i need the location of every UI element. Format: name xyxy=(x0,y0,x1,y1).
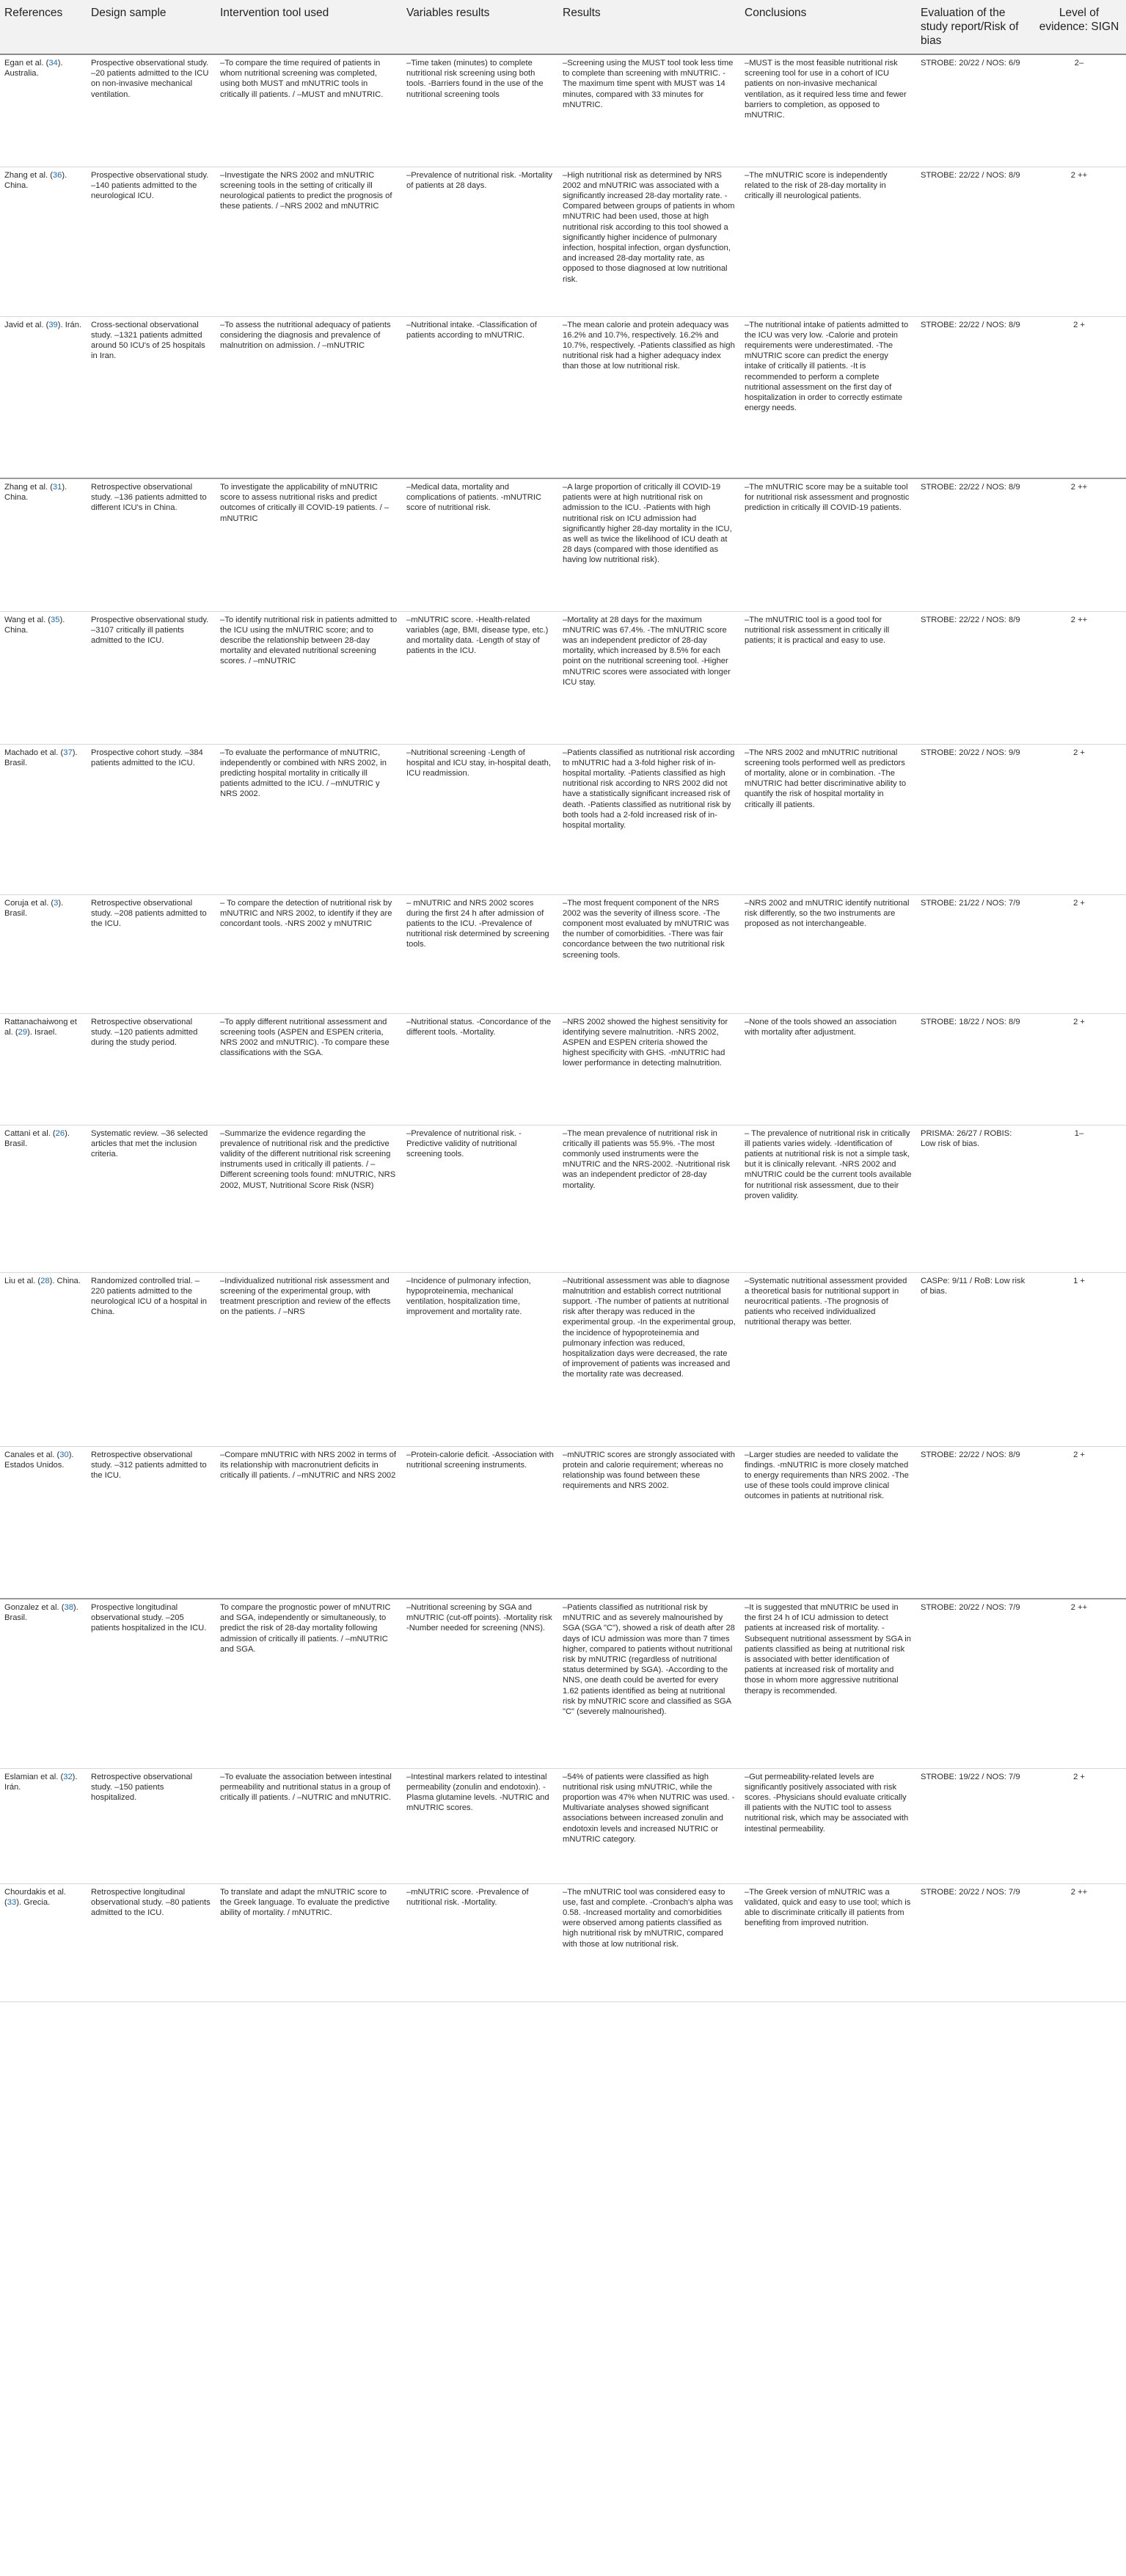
variables-cell: –Protein-calorie deficit. -Association with nutritional screening instruments. xyxy=(402,1446,558,1599)
variables-cell: –Time taken (minutes) to complete nutritional risk screening using both tools. -Barriers found in the use of the nutritional screening tools xyxy=(402,54,558,167)
reference-citation-link[interactable]: 34 xyxy=(48,59,58,67)
tool-cell: To translate and adapt the mNUTRIC score to the Greek language. To evaluate the predictive ability of mortality. / mNUTRIC. xyxy=(216,1883,402,2002)
reference-citation-link[interactable]: 38 xyxy=(64,1603,73,1612)
variables-cell: –mNUTRIC score. -Prevalence of nutritional risk. -Mortality. xyxy=(402,1883,558,2002)
level-cell: 2 ++ xyxy=(1032,1883,1126,2002)
conclusions-cell: –Gut permeability-related levels are significantly positively associated with risk scores. -Physicians should evaluate critically ill patients with the NUTIC tool to assess nutritional risk, which may be associated with intestinal permeability. xyxy=(740,1768,916,1883)
design-cell: Systematic review. –36 selected articles that met the inclusion criteria. xyxy=(87,1125,216,1272)
reference-author: Coruja et al. ( xyxy=(4,898,54,908)
evaluation-cell: STROBE: 20/22 / NOS: 7/9 xyxy=(916,1883,1032,2002)
reference-country: ). Irán. xyxy=(57,320,82,329)
conclusions-cell: –The mNUTRIC score is independently related to the risk of 28-day mortality in critically ill neurological patients. xyxy=(740,167,916,316)
table-row xyxy=(0,1883,1126,2002)
evaluation-cell: CASPe: 9/11 / RoB: Low risk of bias. xyxy=(916,1272,1032,1446)
results-cell: –The mNUTRIC tool was considered easy to use, fast and complete. -Cronbach's alpha was 0.58. -Increased mortality and comorbidities were observed among patients classified as high nutritional risk by mNUTRIC, compared with those at low nutritional risk. xyxy=(558,1883,740,2002)
results-cell: –The mean calorie and protein adequacy was 16.2% and 10.7%, respectively. 16.2% and 10.7%, respectively. -Patients classified as high nutritional risk had a higher adequacy index than those at low nutritional risk. xyxy=(558,316,740,478)
reference-country: ). Brasil. xyxy=(4,748,78,767)
conclusions-cell: –It is suggested that mNUTRIC be used in the first 24 h of ICU admission to detect patients at increased risk of mortality. -Subsequent nutritional assessment by SGA in patients classified as being at nutritional risk is associated with better identification of patients at increased risk of mortality and those in whom more aggressive nutritional therapy is recommended. xyxy=(740,1599,916,1768)
header-references: References xyxy=(0,0,87,54)
design-cell: Prospective cohort study. –384 patients admitted to the ICU. xyxy=(87,744,216,894)
reference-citation-link[interactable]: 31 xyxy=(52,483,62,492)
reference-cell xyxy=(0,1768,87,1883)
variables-cell: –mNUTRIC score. -Health-related variables (age, BMI, disease type, etc.) and mortality data. -Length of stay of patients in the ICU. xyxy=(402,611,558,744)
variables-cell: –Prevalence of nutritional risk. -Mortality of patients at 28 days. xyxy=(402,167,558,316)
reference-author: Canales et al. ( xyxy=(4,1450,60,1459)
reference-cell xyxy=(0,894,87,1013)
results-cell: –The mean prevalence of nutritional risk in critically ill patients was 55.9%. -The most commonly used instruments were the mNUTRIC and the NRS-2002. -Nutritional risk was an independent predictor of 28-day mortality. xyxy=(558,1125,740,1272)
results-cell: –Patients classified as nutritional risk according to mNUTRIC had a 3-fold higher risk of in-hospital mortality. -Patients classified as high nutritional risk according to NRS 2002 did not have a statistically significant increased risk of death. -Patients classified as nutritional risk by both tools had a 2-fold increased risk of in-hospital mortality. xyxy=(558,744,740,894)
table-row xyxy=(0,744,1126,894)
variables-cell: –Nutritional screening -Length of hospital and ICU stay, in-hospital death, ICU readmission. xyxy=(402,744,558,894)
conclusions-cell: –The Greek version of mNUTRIC was a validated, quick and easy to use tool; which is able to discriminate critically ill patients from benefiting from improved nutrition. xyxy=(740,1883,916,2002)
table-row xyxy=(0,167,1126,316)
results-cell: –Nutritional assessment was able to diagnose malnutrition and establish correct nutritional support. -The number of patients at nutritional risk after therapy was reduced in the experimental group. -In the experimental group, the incidence of hypoproteinemia and pulmonary infection was reduced, hospitalization days were decreased, the rate of improvement of patients was increased and the mortality rate was decreased. xyxy=(558,1272,740,1446)
conclusions-cell: –MUST is the most feasible nutritional risk screening tool for use in a cohort of ICU patients on non-invasive mechanical ventilation, as it required less time and fewer barriers to completion, as opposed to mNUTRIC. xyxy=(740,54,916,167)
design-cell: Retrospective observational study. –208 patients admitted to the ICU. xyxy=(87,894,216,1013)
reference-author: Wang et al. ( xyxy=(4,615,51,624)
results-cell: –NRS 2002 showed the highest sensitivity for identifying severe malnutrition. -NRS 2002, ASPEN and ESPEN criteria showed the highest specificity with GHS. -mNUTRIC had lower performance in detecting malnutrition. xyxy=(558,1013,740,1125)
reference-country: ). Estados Unidos. xyxy=(4,1450,74,1470)
reference-country: ). China. xyxy=(4,483,67,503)
table-row xyxy=(0,1272,1126,1446)
table-row xyxy=(0,54,1126,167)
conclusions-cell: –Larger studies are needed to validate the findings. -mNUTRIC is more closely matched to energy requirements than NRS 2002. -The use of these tools could improve clinical outcomes in patients at nutritional risk. xyxy=(740,1446,916,1599)
reference-cell xyxy=(0,1272,87,1446)
level-cell: 2 + xyxy=(1032,744,1126,894)
table-body xyxy=(0,54,1126,2002)
design-cell: Retrospective observational study. –120 patients admitted during the study period. xyxy=(87,1013,216,1125)
reference-country: ). China. xyxy=(49,1276,81,1285)
design-cell: Prospective observational study. –3107 critically ill patients admitted to the ICU. xyxy=(87,611,216,744)
header-variables-results: Variables results xyxy=(402,0,558,54)
evaluation-cell: STROBE: 22/22 / NOS: 8/9 xyxy=(916,1446,1032,1599)
table-row xyxy=(0,1446,1126,1599)
level-cell: 2 + xyxy=(1032,1013,1126,1125)
reference-cell xyxy=(0,54,87,167)
tool-cell: –To apply different nutritional assessment and screening tools (ASPEN and ESPEN criteria, NRS 2002 and mNUTRIC). -To compare these classifications with the SGA. xyxy=(216,1013,402,1125)
evaluation-cell: STROBE: 18/22 / NOS: 8/9 xyxy=(916,1013,1032,1125)
variables-cell: –Medical data, mortality and complications of patients. -mNUTRIC score of nutritional risk. xyxy=(402,478,558,611)
reference-citation-link[interactable]: 36 xyxy=(52,170,62,180)
reference-author: Zhang et al. ( xyxy=(4,483,53,492)
table-row xyxy=(0,611,1126,744)
results-cell: –54% of patients were classified as high nutritional risk using mNUTRIC, while the proportion was 47% when NUTRIC was used. -Multivariate analyses showed significant associations between increased zonulin and endotoxin levels and increased NUTRIC or mNUTRIC category. xyxy=(558,1768,740,1883)
tool-cell: – To compare the detection of nutritional risk by mNUTRIC and NRS 2002, to identify if they are concordant tools. -NRS 2002 y mNUTRIC xyxy=(216,894,402,1013)
design-cell: Prospective observational study. –20 patients admitted to the ICU on non-invasive mechanical ventilation. xyxy=(87,54,216,167)
reference-citation-link[interactable]: 32 xyxy=(63,1772,73,1781)
level-cell: 2 ++ xyxy=(1032,611,1126,744)
level-cell: 2 ++ xyxy=(1032,167,1126,316)
variables-cell: – mNUTRIC and NRS 2002 scores during the first 24 h after admission of patients to the ICU. -Prevalence of nutritional risk determined by screening tools. xyxy=(402,894,558,1013)
conclusions-cell: –NRS 2002 and mNUTRIC identify nutritional risk differently, so the two instruments are proposed as not interchangeable. xyxy=(740,894,916,1013)
reference-citation-link[interactable]: 37 xyxy=(63,748,73,757)
reference-author: Eslamian et al. ( xyxy=(4,1772,64,1781)
table-row xyxy=(0,478,1126,611)
conclusions-cell: –The mNUTRIC score may be a suitable tool for nutritional risk assessment and prognostic prediction in critically ill COVID-19 patients. xyxy=(740,478,916,611)
tool-cell: –Summarize the evidence regarding the prevalence of nutritional risk and the predictive validity of the different nutritional risk screening instruments used in critically ill patients. / –Different screening tools found: mNUTRIC, NRS 2002, MUST, Nutritional Score Risk (NSR) xyxy=(216,1125,402,1272)
reference-cell xyxy=(0,1125,87,1272)
level-cell: 2 + xyxy=(1032,316,1126,478)
evaluation-cell: STROBE: 20/22 / NOS: 6/9 xyxy=(916,54,1032,167)
variables-cell: –Nutritional intake. -Classification of patients according to mNUTRIC. xyxy=(402,316,558,478)
reference-country: ). Brasil. xyxy=(4,1128,70,1148)
reference-cell xyxy=(0,1883,87,2002)
reference-cell xyxy=(0,316,87,478)
reference-author: Chourdakis et al. ( xyxy=(4,1887,66,1907)
tool-cell: To compare the prognostic power of mNUTRIC and SGA, independently or simultaneously, to predict the risk of 28-day mortality following admission of critically ill patients. / –mNUTRIC and SGA. xyxy=(216,1599,402,1768)
reference-author: Javid et al. ( xyxy=(4,320,49,329)
header-design-sample: Design sample xyxy=(87,0,216,54)
results-cell: –Patients classified as nutritional risk by mNUTRIC and as severely malnourished by SGA (SGA "C"), showed a risk of death after 28 days of ICU admission was more than 7 times higher, compared to patients without nutritional risk by mNUTRIC (regardless of nutritional status determined by SGA). -According to the NNS, one death could be averted for every 1.62 patients identified as being at nutritional risk by mNUTRIC score and classified as SGA "C" (severely malnourished). xyxy=(558,1599,740,1768)
reference-citation-link[interactable]: 29 xyxy=(18,1027,28,1037)
reference-author: Machado et al. ( xyxy=(4,748,64,757)
variables-cell: –Incidence of pulmonary infection, hypoproteinemia, mechanical ventilation, hospitalization time, improvement and mortality rate. xyxy=(402,1272,558,1446)
tool-cell: To investigate the applicability of mNUTRIC score to assess nutritional risks and predict outcomes of critically ill COVID-19 patients. / –mNUTRIC xyxy=(216,478,402,611)
table-row xyxy=(0,1125,1126,1272)
variables-cell: –Nutritional status. -Concordance of the different tools. -Mortality. xyxy=(402,1013,558,1125)
reference-country: ). China. xyxy=(4,170,67,190)
evaluation-cell: STROBE: 21/22 / NOS: 7/9 xyxy=(916,894,1032,1013)
evaluation-cell: STROBE: 22/22 / NOS: 8/9 xyxy=(916,316,1032,478)
reference-cell xyxy=(0,1446,87,1599)
design-cell: Prospective longitudinal observational study. –205 patients hospitalized in the ICU. xyxy=(87,1599,216,1768)
reference-citation-link[interactable]: 35 xyxy=(51,615,60,624)
reference-country: ). Australia. xyxy=(4,59,63,79)
table-row xyxy=(0,1013,1126,1125)
reference-cell xyxy=(0,611,87,744)
evaluation-cell: STROBE: 22/22 / NOS: 8/9 xyxy=(916,167,1032,316)
level-cell: 2– xyxy=(1032,54,1126,167)
table-row xyxy=(0,1768,1126,1883)
reference-author: Zhang et al. ( xyxy=(4,170,53,180)
level-cell: 1 + xyxy=(1032,1272,1126,1446)
results-cell: –A large proportion of critically ill COVID-19 patients were at high nutritional risk on admission to the ICU. -Patients with high nutritional risk on ICU admission had significantly higher 28-day mortality in the ICU, as well as twice the likelihood of ICU death at 28 days (compared with those identified as having low nutritional risk). xyxy=(558,478,740,611)
results-cell: –High nutritional risk as determined by NRS 2002 and mNUTRIC was associated with a significantly increased 28-day mortality rate. -Compared between groups of patients in whom mNUTRIC had been used, those at high nutritional risk according to this tool showed a significantly higher incidence of pulmonary infection, hospital infection, organ dysfunction, and increased 28-day mortality rate, as opposed to those diagnosed at low nutritional risk. xyxy=(558,167,740,316)
conclusions-cell: –The mNUTRIC tool is a good tool for nutritional risk assessment in critically ill patients; it is practical and easy to use. xyxy=(740,611,916,744)
header-evaluation: Evaluation of the study report/Risk of bias xyxy=(916,0,1032,54)
tool-cell: –To evaluate the association between intestinal permeability and nutritional status in a group of critically ill patients. / –NUTRIC and mNUTRIC. xyxy=(216,1768,402,1883)
design-cell: Prospective observational study. –140 patients admitted to the neurological ICU. xyxy=(87,167,216,316)
evaluation-cell: STROBE: 22/22 / NOS: 8/9 xyxy=(916,611,1032,744)
table-row xyxy=(0,1599,1126,1768)
reference-citation-link[interactable]: 26 xyxy=(55,1128,65,1138)
conclusions-cell: –The NRS 2002 and mNUTRIC nutritional screening tools performed well as predictors of mortality, alone or in combination. -The mNUTRIC had better discriminative ability to quantify the risk of hospital mortality in critically ill patients. xyxy=(740,744,916,894)
level-cell: 2 ++ xyxy=(1032,478,1126,611)
design-cell: Retrospective observational study. –136 patients admitted to different ICU's in China. xyxy=(87,478,216,611)
conclusions-cell: – The prevalence of nutritional risk in critically ill patients varies widely. -Identification of patients at nutritional risk is not a simple task, but it is clinically relevant. -NRS 2002 and mNUTRIC could be the current tools available for nutritional risk assessment, due to their proven validity. xyxy=(740,1125,916,1272)
conclusions-cell: –None of the tools showed an association with mortality after adjustment. xyxy=(740,1013,916,1125)
level-cell: 1– xyxy=(1032,1125,1126,1272)
reference-country: ). Israel. xyxy=(27,1027,57,1037)
results-cell: –Mortality at 28 days for the maximum mNUTRIC was 67.4%. -The mNUTRIC score was an independent predictor of 28-day mortality, which increased by 8.5% for each point on the nutritional screening tool. -Higher mNUTRIC scores were associated with longer ICU stay. xyxy=(558,611,740,744)
design-cell: Cross-sectional observational study. –1321 patients admitted around 50 ICU's of 25 hospitals in Iran. xyxy=(87,316,216,478)
reference-cell xyxy=(0,1013,87,1125)
tool-cell: –To assess the nutritional adequacy of patients considering the diagnosis and prevalence of malnutrition on admission. / –mNUTRIC xyxy=(216,316,402,478)
reference-country: ). China. xyxy=(4,615,65,635)
reference-citation-link[interactable]: 33 xyxy=(7,1897,17,1907)
level-cell: 2 + xyxy=(1032,1446,1126,1599)
tool-cell: –Individualized nutritional risk assessment and screening of the experimental group, with treatment prescription and review of the effects on the patients. / –NRS xyxy=(216,1272,402,1446)
evaluation-cell: STROBE: 20/22 / NOS: 9/9 xyxy=(916,744,1032,894)
evaluation-cell: STROBE: 20/22 / NOS: 7/9 xyxy=(916,1599,1032,1768)
reference-author: Egan et al. ( xyxy=(4,59,49,67)
results-cell: –The most frequent component of the NRS 2002 was the severity of illness score. -The component most evaluated by mNUTRIC was the number of comorbidities. -There was fair concordance between the two nutritional risk screening tools. xyxy=(558,894,740,1013)
level-cell: 2 + xyxy=(1032,1768,1126,1883)
table-header xyxy=(0,0,1126,54)
reference-country: ). Grecia. xyxy=(16,1897,51,1907)
evaluation-cell: STROBE: 19/22 / NOS: 7/9 xyxy=(916,1768,1032,1883)
reference-citation-link[interactable]: 30 xyxy=(59,1450,69,1459)
reference-citation-link[interactable]: 39 xyxy=(48,320,58,329)
design-cell: Retrospective longitudinal observational study. –80 patients admitted to the ICU. xyxy=(87,1883,216,2002)
reference-country: ). Brasil. xyxy=(4,898,64,918)
header-conclusions: Conclusions xyxy=(740,0,916,54)
reference-country: ). Irán. xyxy=(4,1772,78,1792)
reference-author: Liu et al. ( xyxy=(4,1276,41,1285)
reference-citation-link[interactable]: 3 xyxy=(54,898,59,908)
evaluation-cell: STROBE: 22/22 / NOS: 8/9 xyxy=(916,478,1032,611)
results-cell: –mNUTRIC scores are strongly associated with protein and calorie requirement; whereas no relationship was found between these requirements and NRS 2002. xyxy=(558,1446,740,1599)
reference-author: Rattanachaiwong et al. ( xyxy=(4,1017,77,1037)
header-level-of-evidence: Level of evidence: SIGN xyxy=(1032,0,1126,54)
variables-cell: –Prevalence of nutritional risk. -Predictive validity of nutritional screening tools. xyxy=(402,1125,558,1272)
level-cell: 2 ++ xyxy=(1032,1599,1126,1768)
reference-country: ). Brasil. xyxy=(4,1603,78,1623)
tool-cell: –To evaluate the performance of mNUTRIC, independently or combined with NRS 2002, in predicting hospital mortality in critically ill patients admitted to the ICU. / –mNUTRIC y NRS 2002. xyxy=(216,744,402,894)
reference-cell xyxy=(0,478,87,611)
reference-citation-link[interactable]: 28 xyxy=(40,1276,50,1285)
header-results: Results xyxy=(558,0,740,54)
reference-cell xyxy=(0,1599,87,1768)
reference-cell xyxy=(0,167,87,316)
variables-cell: –Intestinal markers related to intestinal permeability (zonulin and endotoxin). -Plasma glutamine levels. -NUTRIC and mNUTRIC scores. xyxy=(402,1768,558,1883)
table-row xyxy=(0,316,1126,478)
conclusions-cell: –The nutritional intake of patients admitted to the ICU was very low. -Calorie and protein requirements were underestimated. -The mNUTRIC score can predict the energy intake of critically ill patients. -It is recommended to perform a complete nutritional assessment on the first day of hospitalization in order to correctly estimate energy needs. xyxy=(740,316,916,478)
conclusions-cell: –Systematic nutritional assessment provided a theoretical basis for nutritional support in neurocritical patients. -The prognosis of patients who received individualized nutritional therapy was better. xyxy=(740,1272,916,1446)
reference-author: Cattani et al. ( xyxy=(4,1128,56,1138)
reference-cell xyxy=(0,744,87,894)
tool-cell: –To compare the time required of patients in whom nutritional screening was completed, using both MUST and mNUTRIC tools in critically ill patients. / –MUST and mNUTRIC. xyxy=(216,54,402,167)
tool-cell: –To identify nutritional risk in patients admitted to the ICU using the mNUTRIC score; and to describe the relationship between 28-day mortality and elevated nutritional screening scores. / –mNUTRIC xyxy=(216,611,402,744)
results-cell: –Screening using the MUST tool took less time to complete than screening with mNUTRIC. -The maximum time spent with MUST was 14 minutes, compared with 33 minutes for mNUTRIC. xyxy=(558,54,740,167)
level-cell: 2 + xyxy=(1032,894,1126,1013)
variables-cell: –Nutritional screening by SGA and mNUTRIC (cut-off points). -Mortality risk -Number needed for screening (NNS). xyxy=(402,1599,558,1768)
design-cell: Retrospective observational study. –150 patients hospitalized. xyxy=(87,1768,216,1883)
table-row xyxy=(0,894,1126,1013)
evaluation-cell: PRISMA: 26/27 / ROBIS: Low risk of bias. xyxy=(916,1125,1032,1272)
reference-author: Gonzalez et al. ( xyxy=(4,1603,65,1612)
header-intervention-tool: Intervention tool used xyxy=(216,0,402,54)
tool-cell: –Investigate the NRS 2002 and mNUTRIC screening tools in the setting of critically ill neurological patients to predict the prognosis of these patients. / –NRS 2002 and mNUTRIC xyxy=(216,167,402,316)
design-cell: Randomized controlled trial. –220 patients admitted to the neurological ICU of a hospital in China. xyxy=(87,1272,216,1446)
tool-cell: –Compare mNUTRIC with NRS 2002 in terms of its relationship with macronutrient deficits in critically ill patients. / –mNUTRIC and NRS 2002 xyxy=(216,1446,402,1599)
design-cell: Retrospective observational study. –312 patients admitted to the ICU. xyxy=(87,1446,216,1599)
